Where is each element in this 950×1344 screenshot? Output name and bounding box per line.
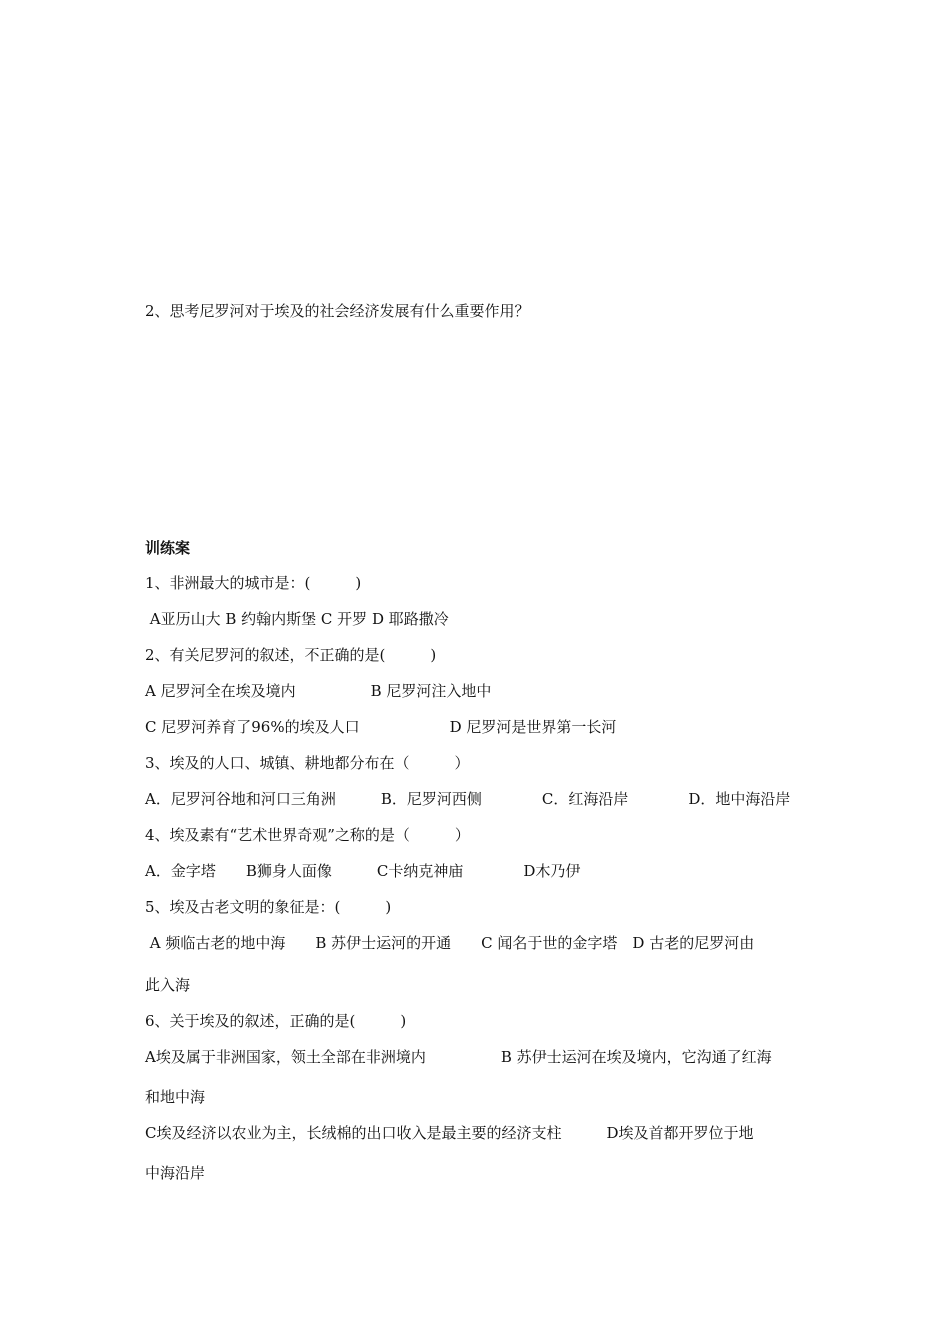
question-option: 中海沿岸 — [145, 1164, 206, 1182]
question-stem: 5、埃及古老文明的象征是：( ) — [145, 898, 392, 916]
question-option: 和地中海 — [145, 1088, 206, 1106]
section-title: 训练案 — [145, 539, 191, 557]
question-stem: 6、关于埃及的叙述，正确的是( ) — [145, 1012, 407, 1030]
question-option: A．金字塔 B狮身人面像 C卡纳克神庙 D木乃伊 — [145, 862, 581, 880]
question-option: A亚历山大 B 约翰内斯堡 C 开罗 D 耶路撒冷 — [145, 610, 449, 628]
question-option: A．尼罗河谷地和河口三角洲 B．尼罗河西侧 C．红海沿岸 D．地中海沿岸 — [145, 790, 791, 808]
question-option: A 尼罗河全在埃及境内 B 尼罗河注入地中 — [145, 682, 492, 700]
question-option: C 尼罗河养育了96%的埃及人口 D 尼罗河是世界第一长河 — [145, 718, 617, 736]
question-stem: 1、非洲最大的城市是：( ) — [145, 574, 362, 592]
question-option: C埃及经济以农业为主，长绒棉的出口收入是最主要的经济支柱 D埃及首都开罗位于地 — [145, 1124, 754, 1142]
question-option: A 频临古老的地中海 B 苏伊士运河的开通 C 闻名于世的金字塔 D 古老的尼罗河由 — [145, 934, 755, 952]
question-stem: 3、埃及的人口、城镇、耕地都分布在（ ） — [145, 754, 470, 772]
think-question: 2、思考尼罗河对于埃及的社会经济发展有什么重要作用？ — [145, 302, 530, 320]
question-option: 此入海 — [145, 976, 191, 994]
question-stem: 4、埃及素有“艺术世界奇观”之称的是（ ） — [145, 826, 470, 844]
question-option: A埃及属于非洲国家，领土全部在非洲境内 B 苏伊士运河在埃及境内，它沟通了红海 — [145, 1048, 772, 1066]
question-stem: 2、有关尼罗河的叙述，不正确的是( ) — [145, 646, 437, 664]
